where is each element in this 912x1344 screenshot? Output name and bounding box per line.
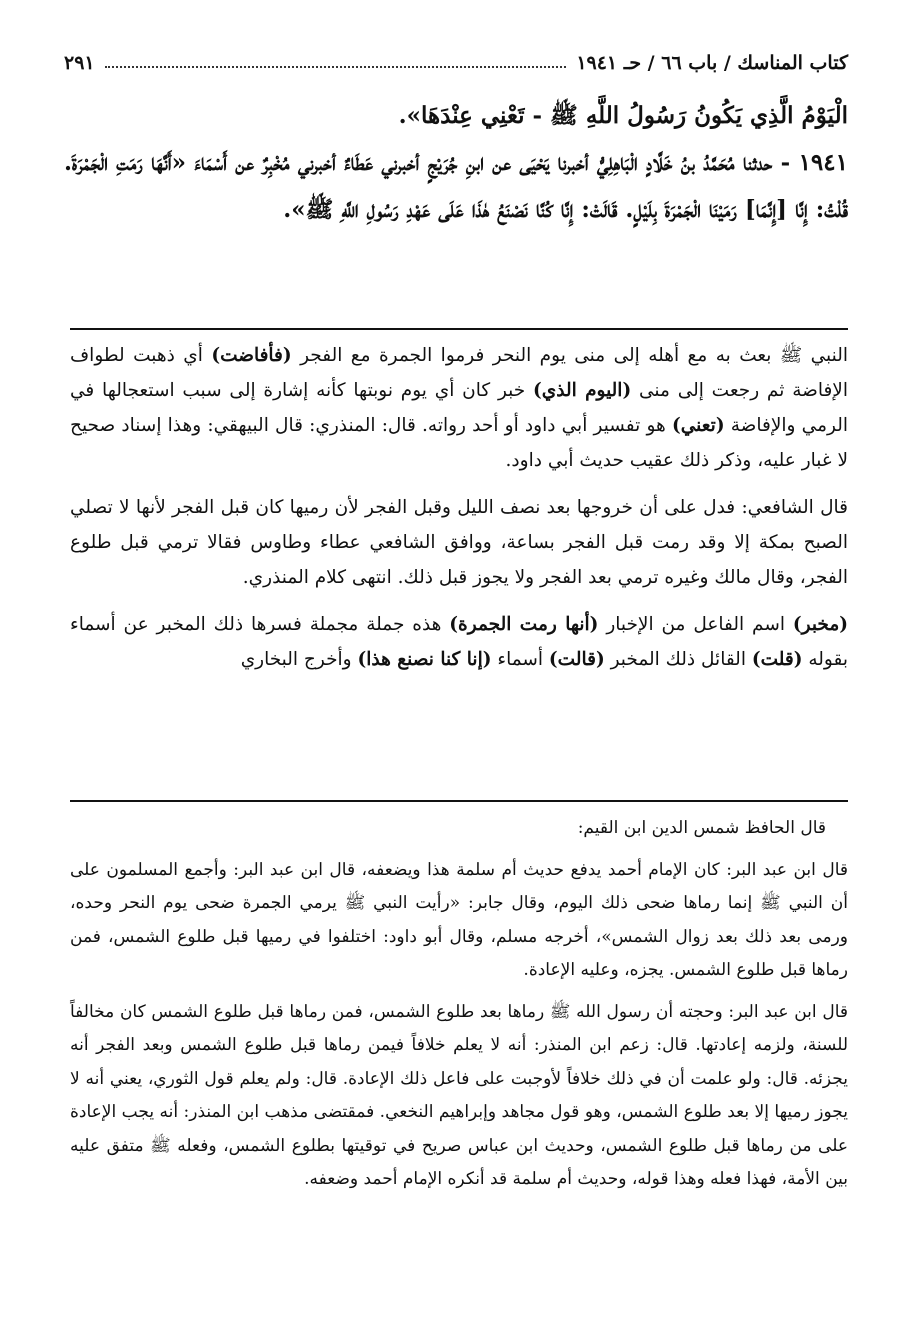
ibn-alqayyim-notes — [70, 812, 848, 1205]
commentary-text: اسم الفاعل من الإخبار — [598, 614, 793, 635]
commentary-paragraph-2: قال الشافعي: فدل على أن خروجها بعد نصف الليل وقبل الفجر لأن رميها كان قبل الفجر لأنها لا تصلي الصبح بمكة إلا وقد رمت قبل الفجر بساعة، ووافق الشافعي عطاء وطاوس فقالا ترمي قبل طلوع الفجر، وقال مالك وغيره ترمي بعد الفجر ولا يجوز قبل ذلك. انتهى كلام المنذري. — [70, 497, 848, 588]
commentary-text: هو تفسير أبي داود أو أحد رواته. قال: المنذري: قال البيهقي: وهذا إسناد صحيح لا غبار عليه، وذكر ذلك عقيب حديث أبي داود. — [70, 415, 848, 471]
commentary-term: (قالت) — [548, 649, 605, 670]
header-title: كتاب المناسك / باب ٦٦ / حـ ١٩٤١ — [576, 52, 848, 74]
hadith-body: - حدثنا مُحَمَّدُ بنُ خَلَّادٍ الْبَاهِلِيُّ أخبرنا يَحْيَى عن ابنِ جُرَيْجٍ أخبرني عَطَاءٌ أخبرني مُخْبِرٌ عن أَسْمَاءَ «أَنَّهَا رَمَتِ الْجَمْرَةَ. قُلْتُ: إِنَّا [إِنَّمَا] رَمَيْنَا الْجَمْرَةَ بِلَيْلٍ. قَالَتْ: إِنَّا كُنَّا نَصْنَعُ هٰذَا عَلَى عَهْدِ رَسُولِ اللَّهِ ﷺ». — [64, 149, 848, 223]
commentary-paragraph-3 — [70, 607, 848, 677]
commentary-term: (مخبر) — [792, 614, 849, 635]
commentary-text: النبي ﷺ بعث به مع أهله إلى منى يوم النحر فرموا الجمرة مع الفجر — [291, 345, 848, 366]
notes-intro: قال الحافظ شمس الدين ابن القيم: — [577, 818, 826, 838]
commentary-term: (اليوم الذي) — [533, 380, 632, 401]
commentary-text: هذه جملة مجملة فسرها ذلك المخبر عن أسماء بقوله — [70, 614, 848, 670]
commentary-term: (إنا كنا نصنع هذا) — [357, 649, 492, 670]
notes-paragraph-2: قال ابن عبد البر: وحجته أن رسول الله ﷺ رماها بعد طلوع الشمس، فمن رماها قبل طلوع الشمس كان مخالفاً للسنة، ولزمه إعادتها. قال: زعم ابن المنذر: أنه لا يعلم خلافاً فيمن رماها قبل طلوع الشمس وبعد الفجر أنه يجزئه. قال: ولو علمت أن في ذلك خلافاً لأوجبت على فاعل ذلك الإعادة. قال: ولم يعلم قول الثوري، يعني أنه لا يجوز رميها إلا بعد طلوع الشمس، وهو قول مجاهد وإبراهيم النخعي. فمقتضى مذهب ابن المنذر: أنه يجب الإعادة على من رماها قبل طلوع الشمس، وحديث ابن عباس صريح في توقيتها بطلوع الشمس، وفعله ﷺ متفق عليه بين الأمة، فهذا فعله وهذا قوله، وحديث أم سلمة قد أنكره الإمام أحمد وضعفه. — [70, 1001, 848, 1189]
hadith-previous-line: الْيَوْمُ الَّذِي يَكُونُ رَسُولُ اللَّهِ ﷺ - تَعْنِي عِنْدَهَا». — [398, 102, 848, 129]
page-number: ٢٩١ — [64, 52, 95, 74]
commentary-text: خبر كان أي يوم نوبتها كأنه إشارة إلى سبب استعجالها في الرمي والإفاضة — [70, 380, 848, 436]
commentary-block — [70, 338, 848, 689]
header-dot-leader — [105, 66, 567, 68]
commentary-paragraph-1 — [70, 338, 848, 478]
commentary-term: (فأفاضت) — [211, 345, 292, 366]
section-divider-2 — [70, 800, 848, 802]
commentary-text: وأخرج البخاري — [240, 649, 358, 670]
commentary-text: أسماء — [491, 649, 549, 670]
hadith-text-block — [64, 92, 848, 233]
hadith-1941 — [64, 139, 848, 233]
commentary-term: (أنها رمت الجمرة) — [449, 614, 599, 635]
commentary-text: القائل ذلك المخبر — [604, 649, 752, 670]
commentary-term: (تعني) — [671, 415, 725, 436]
commentary-term: (قلت) — [751, 649, 803, 670]
commentary-text: أي ذهبت لطواف الإفاضة ثم رجعت إلى منى — [70, 345, 848, 401]
hadith-number: ١٩٤١ — [798, 149, 848, 176]
running-header — [64, 40, 848, 74]
section-divider-1 — [70, 328, 848, 330]
notes-paragraph-1: قال ابن عبد البر: كان الإمام أحمد يدفع حديث أم سلمة هذا ويضعفه، قال ابن عبد البر: وأجمع المسلمون على أن النبي ﷺ إنما رماها ضحى ذلك اليوم، وقال جابر: «رأيت النبي ﷺ يرمي الجمرة ضحى يوم النحر وحده، ورمى بعد ذلك بعد زوال الشمس»، أخرجه مسلم، وقال أبو داود: اختلفوا في رميها قبل طلوع الشمس، فمن رماها قبل طلوع الشمس. يجزه، وعليه الإعادة. — [70, 859, 848, 980]
